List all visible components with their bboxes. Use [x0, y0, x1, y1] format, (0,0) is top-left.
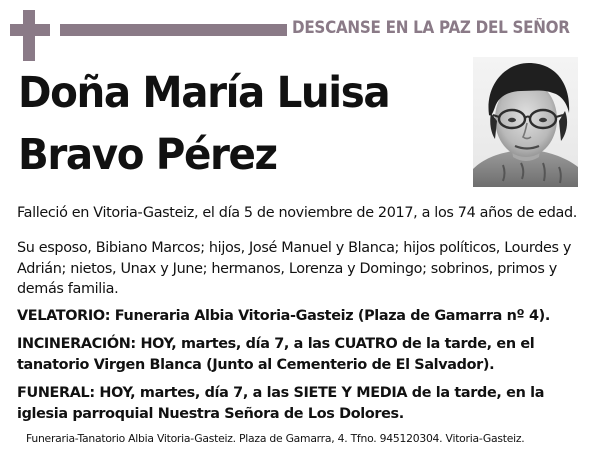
death-notice-text: Falleció en Vitoria-Gasteiz, el día 5 de noviembre de 2017, a los 74 años de edad.: [17, 205, 577, 221]
family-text: Su esposo, Bibiano Marcos; hijos, José Manuel y Blanca; hijos políticos, Lourdes y Adrián; nietos, Unax y June; hermanos, Lorenza y Domingo; sobrinos, primos y demás familia.: [17, 240, 572, 297]
cross-icon-arm: [10, 24, 50, 36]
header-divider-bar: [60, 24, 287, 36]
funeral-home-footer: Funeraria-Tanatorio Albia Vitoria-Gasteiz. Plaza de Gamarra, 4. Tfno. 945120304. Vitoria-Gasteiz.: [26, 432, 525, 445]
header-title: DESCANSE EN LA PAZ DEL SEÑOR: [292, 18, 570, 37]
cremation-text: INCINERACIÓN: HOY, martes, día 7, a las CUATRO de la tarde, en el tanatorio Virgen Blanca (Junto al Cementerio de El Salvador).: [17, 336, 535, 373]
deceased-name-line1: Doña María Luisa: [18, 68, 390, 118]
deceased-name-line2: Bravo Pérez: [18, 130, 277, 180]
funeral-text: FUNERAL: HOY, martes, día 7, a las SIETE Y MEDIA de la tarde, en la iglesia parroquial Nuestra Señora de Los Dolores.: [17, 385, 545, 422]
wake-text: VELATORIO: Funeraria Albia Vitoria-Gasteiz (Plaza de Gamarra nº 4).: [17, 308, 550, 324]
deceased-portrait: [473, 57, 578, 187]
